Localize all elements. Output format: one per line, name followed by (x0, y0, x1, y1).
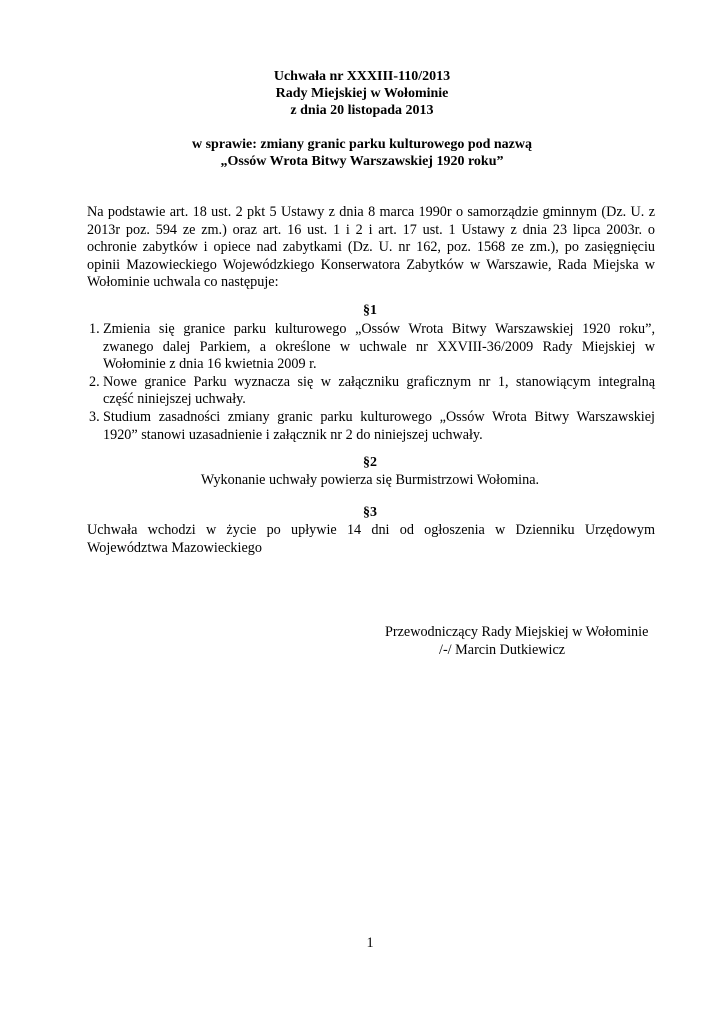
signature-block (385, 623, 685, 659)
preamble-line: 2013r poz. 594 ze zm.) oraz art. 16 ust. 1 i 2 i art. 17 ust. 1 Ustawy z dnia 23 lipca 2003r. o (87, 221, 655, 238)
section-2-text: Wykonanie uchwały powierza się Burmistrzowi Wołomina. (200, 472, 540, 488)
list-item (87, 374, 655, 409)
preamble-line: opinii Mazowieckiego Wojewódzkiego Konserwatora Zabytków w Warszawie, Rada Miejska w (87, 256, 655, 273)
preamble-line: Wołominie uchwala co następuje: (87, 274, 279, 291)
list-line: Studium zasadności zmiany granic parku kulturowego „Ossów Wrota Bitwy Warszawskiej (103, 408, 655, 425)
document-header (0, 68, 724, 119)
signatory-role: Przewodniczący Rady Miejskiej w Wołominie (385, 624, 649, 640)
list-line: 1920” stanowi uzasadnienie i załącznik nr 2 do niniejszej uchwały. (103, 426, 483, 443)
section-1-mark: §1 (363, 303, 377, 318)
list-number: 3. (89, 408, 100, 425)
subject-line-2: „Ossów Wrota Bitwy Warszawskiej 1920 roku” (220, 154, 504, 169)
signatory-name: /-/ Marcin Dutkiewicz (439, 642, 566, 658)
list-number: 2. (89, 373, 100, 390)
issuing-body: Rady Miejskiej w Wołominie (275, 86, 449, 101)
resolution-subject (0, 136, 724, 170)
section-3-text (87, 522, 655, 557)
resolution-date: z dnia 20 listopada 2013 (290, 103, 434, 118)
list-line: część niniejszej uchwały. (103, 391, 246, 408)
section-3-line: Uchwała wchodzi w życie po upływie 14 dni od ogłoszenia w Dzienniku Urzędowym (87, 522, 655, 538)
list-line: Zmienia się granice parku kulturowego „Ossów Wrota Bitwy Warszawskiej 1920 roku”, (103, 321, 655, 337)
preamble (87, 204, 655, 292)
list-line: zwanego dalej Parkiem, a określone w uchwale nr XXVIII-36/2009 Rady Miejskiej w (103, 338, 655, 355)
list-line: Nowe granice Parku wyznacza się w załączniku graficznym nr 1, stanowiącym integralną (103, 373, 655, 390)
list-item (87, 321, 655, 374)
resolution-title: Uchwała nr XXXIII-110/2013 (273, 69, 451, 84)
preamble-line: ochronie zabytków i opiece nad zabytkami (Dz. U. nr 162, poz. 1568 ze zm.), po zasięgnięciu (87, 239, 655, 256)
subject-line-1: w sprawie: zmiany granic parku kulturowego pod nazwą (191, 137, 533, 152)
preamble-line: Na podstawie art. 18 ust. 2 pkt 5 Ustawy z dnia 8 marca 1990r o samorządzie gminnym (Dz. U. z (87, 204, 655, 220)
section-3-line: Województwa Mazowieckiego (87, 539, 262, 556)
list-line: Wołominie z dnia 16 kwietnia 2009 r. (103, 356, 317, 373)
list-number: 1. (89, 321, 100, 337)
list-item (87, 409, 655, 444)
section-3-mark: §3 (363, 505, 377, 520)
section-1-list (87, 321, 655, 444)
section-2-mark: §2 (363, 455, 377, 470)
page-number: 1 (366, 935, 374, 951)
